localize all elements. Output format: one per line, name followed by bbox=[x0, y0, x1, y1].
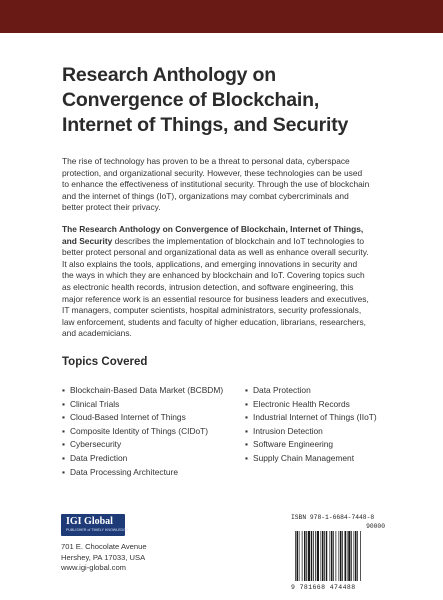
paragraph-line: The rise of technology has proven to be a threat to personal data, cyberspace bbox=[62, 156, 350, 166]
description-paragraph bbox=[62, 224, 398, 340]
logo-wordmark: IGI Global bbox=[66, 516, 113, 527]
topic-item bbox=[62, 384, 223, 398]
barcode-bar bbox=[355, 531, 357, 581]
barcode-bar bbox=[304, 531, 306, 581]
title-line: Convergence of Blockchain, bbox=[62, 89, 320, 111]
barcode-bar bbox=[295, 531, 296, 581]
barcode-bar bbox=[317, 531, 319, 581]
bullet-icon: ▪ bbox=[62, 466, 65, 477]
title-line: Internet of Things, and Security bbox=[62, 114, 349, 136]
book-name-bold: and Security bbox=[62, 235, 113, 246]
paragraph-text: describes the implementation of blockchain and IoT technologies to bbox=[112, 235, 364, 246]
topics-list-left bbox=[62, 384, 223, 479]
bullet-icon: ▪ bbox=[245, 412, 248, 423]
barcode-digits: 9 781668 474488 bbox=[291, 584, 356, 591]
barcode-bar bbox=[315, 531, 316, 581]
barcode-bar bbox=[336, 531, 337, 581]
topic-item bbox=[62, 425, 223, 439]
paragraph-line: the ways in which they are enhanced by blockchain and IoT. Covering topics such bbox=[62, 270, 365, 281]
paragraph-line: better protect personal and organizational data as well as enhance overall security. bbox=[62, 247, 369, 258]
logo-tagline: PUBLISHER of TIMELY KNOWLEDGE bbox=[66, 528, 129, 532]
barcode-bar bbox=[347, 531, 348, 581]
bullet-icon: ▪ bbox=[245, 385, 248, 395]
topic-label: Data Processing Architecture bbox=[70, 466, 178, 477]
paragraph-line bbox=[62, 224, 398, 236]
topics-heading: Topics Covered bbox=[62, 356, 148, 368]
barcode-bar bbox=[348, 531, 350, 581]
topic-label: Industrial Internet of Things (IIoT) bbox=[253, 412, 377, 423]
barcode-bar bbox=[357, 531, 358, 581]
barcode-bar bbox=[322, 531, 324, 581]
bullet-icon: ▪ bbox=[245, 398, 248, 409]
isbn-number: ISBN 978-1-6684-7448-8 bbox=[291, 514, 375, 521]
topic-label: Data Protection bbox=[253, 385, 311, 395]
topics-list-right bbox=[245, 384, 377, 466]
barcode-bar bbox=[306, 531, 307, 581]
barcode-bar bbox=[331, 531, 333, 581]
barcode-bar bbox=[324, 531, 325, 581]
barcode-bar bbox=[321, 531, 322, 581]
topic-label: Blockchain-Based Data Market (BCBDM) bbox=[70, 385, 224, 395]
topic-item bbox=[62, 411, 223, 425]
paragraph-line: better protect their privacy. bbox=[62, 202, 161, 213]
barcode-bar bbox=[297, 531, 299, 581]
topic-label: Software Engineering bbox=[253, 439, 334, 450]
topic-item bbox=[245, 452, 377, 466]
paragraph-line bbox=[62, 236, 398, 248]
bullet-icon: ▪ bbox=[245, 452, 248, 463]
paragraph-line: and academicians. bbox=[62, 328, 132, 339]
bullet-icon: ▪ bbox=[245, 439, 248, 450]
bullet-icon: ▪ bbox=[62, 385, 65, 395]
topic-label: Electronic Health Records bbox=[253, 398, 350, 409]
paragraph-line: protection, and organizational security. However, these technologies can be used bbox=[62, 167, 363, 178]
publisher-logo bbox=[61, 514, 129, 536]
bullet-icon: ▪ bbox=[62, 412, 65, 423]
bullet-icon: ▪ bbox=[62, 452, 65, 463]
isbn-barcode bbox=[291, 514, 385, 594]
book-title bbox=[62, 63, 392, 138]
barcode-bar bbox=[299, 531, 300, 581]
publisher-address bbox=[61, 542, 147, 574]
paragraph-line: as electronic health records, intrusion detection, and software engineering, this bbox=[62, 281, 354, 292]
barcode-bar bbox=[351, 531, 352, 581]
paragraph-line: major reference work is an essential resource for business leaders and executives, bbox=[62, 293, 369, 304]
bullet-icon: ▪ bbox=[62, 398, 65, 409]
barcode-bar bbox=[354, 531, 355, 581]
topic-label: Composite Identity of Things (CIDoT) bbox=[70, 425, 209, 436]
top-color-band bbox=[0, 0, 443, 33]
barcode-bar bbox=[340, 531, 342, 581]
intro-paragraph bbox=[62, 156, 398, 214]
topic-label: Clinical Trials bbox=[70, 398, 120, 409]
bullet-icon: ▪ bbox=[62, 439, 65, 450]
topic-label: Cybersecurity bbox=[70, 439, 122, 450]
barcode-bar bbox=[345, 531, 347, 581]
barcode-bar bbox=[330, 531, 331, 581]
address-line: Hershey, PA 17033, USA bbox=[61, 552, 146, 562]
topic-item bbox=[62, 438, 223, 452]
topic-label: Intrusion Detection bbox=[253, 425, 323, 436]
topic-item bbox=[245, 398, 377, 412]
topic-item bbox=[62, 452, 223, 466]
paragraph-line: IT managers, computer scientists, hospital administrators, security professionals, bbox=[62, 305, 362, 316]
topic-item bbox=[245, 438, 377, 452]
barcode-bar bbox=[302, 531, 303, 581]
barcode-bar bbox=[308, 531, 310, 581]
topic-item bbox=[62, 466, 223, 480]
price-code: 90000 bbox=[366, 523, 385, 530]
title-line: Research Anthology on bbox=[62, 64, 276, 86]
barcode-bar bbox=[339, 531, 340, 581]
paragraph-line: law enforcement, students and faculty of higher education, librarians, researchers, bbox=[62, 316, 366, 327]
topic-label: Cloud-Based Internet of Things bbox=[70, 412, 186, 423]
address-line: www.igi-global.com bbox=[61, 563, 126, 573]
paragraph-line: to enhance the effectiveness of institutional security. Through the use of blockchain bbox=[62, 179, 370, 190]
topic-item bbox=[245, 411, 377, 425]
barcode-bar bbox=[342, 531, 343, 581]
barcode-icon bbox=[291, 531, 385, 583]
topic-label: Supply Chain Management bbox=[253, 452, 355, 463]
paragraph-line: It also explains the tools, applications, and emerging innovations in security and bbox=[62, 258, 358, 269]
barcode-bar bbox=[360, 531, 361, 581]
paragraph-line: and the internet of things (IoT), organizations may combat cybercriminals and bbox=[62, 190, 349, 201]
topic-item bbox=[245, 425, 377, 439]
topic-label: Data Prediction bbox=[70, 452, 128, 463]
bullet-icon: ▪ bbox=[245, 425, 248, 436]
barcode-bar bbox=[311, 531, 313, 581]
barcode-bar bbox=[333, 531, 334, 581]
topic-item bbox=[245, 384, 377, 398]
barcode-bar bbox=[313, 531, 314, 581]
address-line: 701 E. Chocolate Avenue bbox=[61, 542, 147, 551]
topic-item bbox=[62, 398, 223, 412]
bullet-icon: ▪ bbox=[62, 425, 65, 436]
barcode-bar bbox=[326, 531, 328, 581]
book-name-bold: The Research Anthology on Convergence of Blockchain, Internet of Things, bbox=[62, 224, 364, 234]
